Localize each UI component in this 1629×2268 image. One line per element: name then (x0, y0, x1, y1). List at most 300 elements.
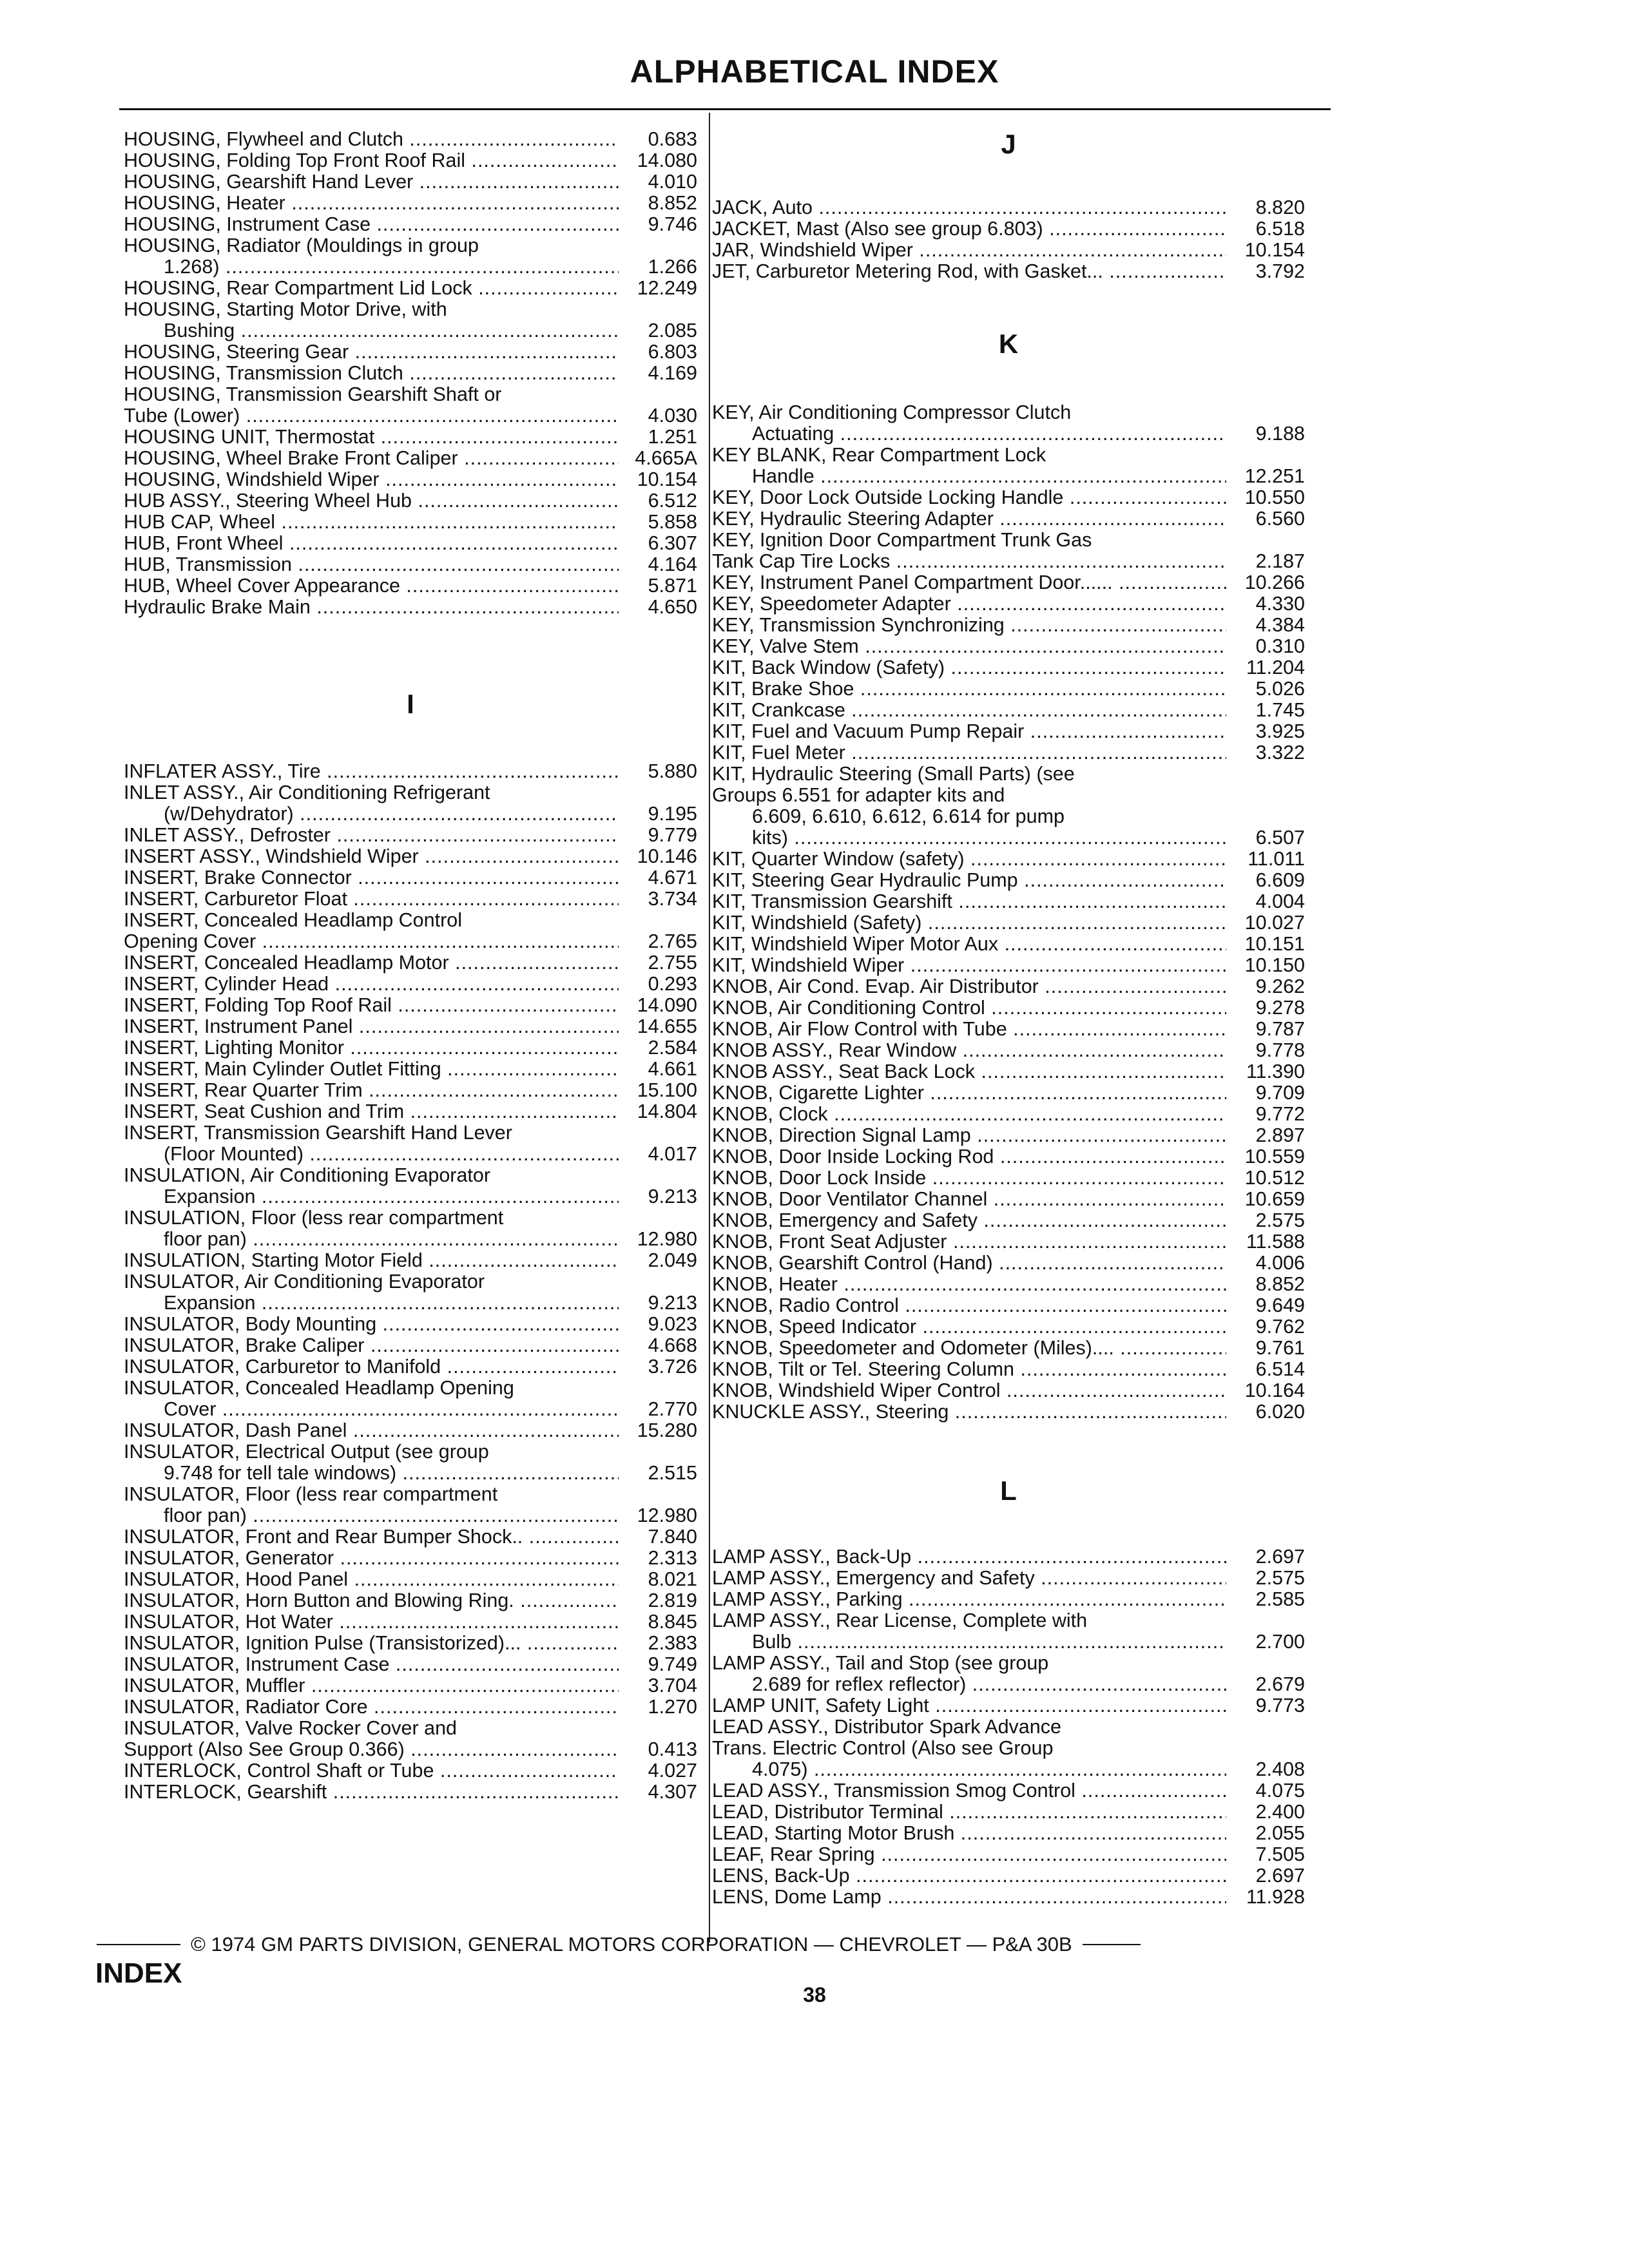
entry-group-number: 8.820 (1255, 197, 1305, 218)
footer-rule-right (1083, 1944, 1141, 1945)
entry-text: INSERT, Concealed Headlamp Motor ..... (124, 952, 619, 974)
entry-text: INSERT, Instrument Panel ..... (124, 1016, 619, 1037)
entry-group-number: 10.154 (637, 468, 697, 490)
entry-group-number: 2.584 (648, 1037, 697, 1059)
index-entry (712, 1168, 1305, 1189)
entry-text: HOUSING, Radiator (Mouldings in group (124, 235, 479, 256)
entry-group-number: 2.697 (1255, 1865, 1305, 1887)
index-entry (124, 761, 697, 782)
entry-text: KNOB, Door Lock Inside ..... (712, 1168, 1226, 1189)
entry-group-number: 2.187 (1255, 550, 1305, 572)
index-entry (712, 1568, 1305, 1589)
entry-text: HOUSING, Transmission Clutch ..... (124, 363, 619, 384)
entry-text: KNOB, Windshield Wiper Control ..... (712, 1380, 1226, 1401)
index-entry (712, 1546, 1305, 1568)
index-entry (712, 1146, 1305, 1168)
entry-group-number: 10.154 (1244, 239, 1305, 261)
entry-group-number: 10.559 (1244, 1146, 1305, 1168)
entry-group-number: 5.026 (1255, 678, 1305, 700)
entry-group-number: 10.164 (1244, 1379, 1305, 1401)
index-entry (124, 1782, 697, 1803)
list-h (124, 129, 697, 618)
index-entry (712, 1125, 1305, 1146)
entry-text: KIT, Windshield Wiper Motor Aux ..... (712, 934, 1226, 955)
entry-text: HOUSING, Transmission Gearshift Shaft or (124, 384, 502, 405)
section-letter-i: I (407, 689, 414, 719)
index-entry (712, 593, 1305, 615)
entry-group-number: 0.310 (1255, 635, 1305, 657)
index-entry (124, 490, 697, 512)
index-entry (124, 129, 697, 150)
index-entry (712, 891, 1305, 912)
index-entry (124, 341, 697, 363)
entry-text: KIT, Back Window (Safety) ..... (712, 657, 1226, 678)
index-entry (712, 466, 1305, 487)
entry-text: INSULATION, Starting Motor Field ..... (124, 1250, 619, 1271)
entry-text: KNUCKLE ASSY., Steering ..... (712, 1401, 1226, 1423)
entry-text: INSULATOR, Brake Caliper ..... (124, 1335, 619, 1356)
index-entry (124, 448, 697, 469)
entry-text: INSULATOR, Ignition Pulse (Transistorized)... ..... (124, 1633, 619, 1654)
entry-text: KEY, Valve Stem ..... (712, 636, 1226, 657)
index-entry (124, 278, 697, 299)
right-column (712, 129, 1305, 1908)
index-entry (712, 261, 1305, 282)
index-entry (712, 1631, 1305, 1653)
index-entry (124, 1399, 697, 1420)
entry-text: INSULATOR, Horn Button and Blowing Ring. ..... (124, 1590, 619, 1611)
entry-text: HOUSING, Heater ..... (124, 193, 619, 214)
entry-group-number: 11.588 (1246, 1231, 1305, 1253)
entry-group-number: 5.871 (648, 575, 697, 597)
section-letter-k: K (998, 329, 1019, 359)
entry-text: INSULATOR, Muffler ..... (124, 1675, 619, 1696)
entry-group-number: 2.055 (1255, 1822, 1305, 1844)
entry-text: Tube (Lower) ..... (124, 405, 619, 427)
index-entry (124, 575, 697, 597)
index-entry (124, 1080, 697, 1101)
index-entry (124, 1356, 697, 1378)
entry-group-number: 2.400 (1255, 1801, 1305, 1823)
entry-text: INSULATOR, Body Mounting ..... (124, 1314, 619, 1335)
entry-group-number: 1.251 (648, 426, 697, 448)
entry-text: INSULATOR, Hot Water ..... (124, 1611, 619, 1633)
index-entry (712, 1380, 1305, 1401)
index-entry (124, 1144, 697, 1165)
entry-text: LAMP ASSY., Rear License, Complete with (712, 1610, 1088, 1631)
entry-group-number: 3.726 (648, 1356, 697, 1378)
entry-group-number: 1.270 (648, 1696, 697, 1718)
index-entry (712, 1759, 1305, 1780)
index-entry (712, 1674, 1305, 1695)
entry-text: INSERT, Seat Cushion and Trim ..... (124, 1101, 619, 1122)
entry-text: KNOB, Tilt or Tel. Steering Column ..... (712, 1359, 1226, 1380)
index-entry (712, 700, 1305, 721)
entry-text: HUB, Transmission ..... (124, 554, 619, 575)
entry-text: Actuating ..... (752, 423, 1226, 445)
index-entry (712, 1061, 1305, 1082)
entry-text: KIT, Fuel Meter ..... (712, 742, 1226, 764)
entry-text: KIT, Brake Shoe ..... (712, 678, 1226, 700)
index-entry (712, 1716, 1305, 1738)
entry-text: LEAD ASSY., Transmission Smog Control ..... (712, 1780, 1226, 1802)
entry-text: LENS, Dome Lamp ..... (712, 1887, 1226, 1908)
entry-text: HOUSING UNIT, Thermostat ..... (124, 427, 619, 448)
index-entry (124, 1016, 697, 1037)
index-entry (712, 402, 1305, 423)
entry-group-number: 4.006 (1255, 1252, 1305, 1274)
entry-text: KNOB, Air Flow Control with Tube ..... (712, 1019, 1226, 1040)
index-entry (124, 1037, 697, 1059)
entry-group-number: 6.307 (648, 532, 697, 554)
entry-text: KIT, Crankcase ..... (712, 700, 1226, 721)
index-entry (712, 197, 1305, 218)
entry-text: (w/Dehydrator) ..... (164, 803, 619, 825)
index-entry (712, 997, 1305, 1019)
left-column (124, 129, 697, 1803)
entry-group-number: 10.512 (1244, 1167, 1305, 1189)
index-entry (712, 572, 1305, 593)
entry-text: INSULATOR, Air Conditioning Evaporator (124, 1271, 485, 1293)
entry-group-number: 9.773 (1255, 1695, 1305, 1716)
index-entry (124, 1122, 697, 1144)
index-entry (712, 870, 1305, 891)
entry-text: LAMP UNIT, Safety Light ..... (712, 1695, 1226, 1716)
entry-group-number: 9.762 (1255, 1316, 1305, 1338)
entry-group-number: 6.518 (1255, 218, 1305, 240)
entry-group-number: 7.840 (648, 1526, 697, 1548)
index-entry (712, 1401, 1305, 1423)
entry-group-number: 2.585 (1255, 1588, 1305, 1610)
entry-text: LAMP ASSY., Tail and Stop (see group (712, 1653, 1049, 1674)
entry-group-number: 6.507 (1255, 827, 1305, 849)
index-entry (712, 1780, 1305, 1802)
index-entry (124, 952, 697, 974)
entry-group-number: 4.661 (648, 1058, 697, 1080)
index-entry (712, 764, 1305, 785)
entry-group-number: 4.027 (648, 1760, 697, 1782)
entry-text: Bushing ..... (164, 320, 619, 341)
entry-text: INSERT, Cylinder Head ..... (124, 974, 619, 995)
entry-group-number: 3.704 (648, 1675, 697, 1696)
entry-group-number: 9.749 (648, 1653, 697, 1675)
index-entry (712, 551, 1305, 572)
entry-text: INSULATOR, Instrument Case ..... (124, 1654, 619, 1675)
index-entry (124, 554, 697, 575)
entry-group-number: 2.770 (648, 1398, 697, 1420)
entry-text: KNOB, Radio Control ..... (712, 1295, 1226, 1316)
index-entry (124, 1293, 697, 1314)
entry-text: Groups 6.551 for adapter kits and (712, 785, 1005, 806)
entry-text: HOUSING, Gearshift Hand Lever ..... (124, 171, 619, 193)
entry-group-number: 2.679 (1255, 1673, 1305, 1695)
index-entry (124, 1718, 697, 1739)
index-entry (124, 889, 697, 910)
index-entry (712, 1040, 1305, 1061)
entry-group-number: 10.550 (1244, 486, 1305, 508)
entry-text: HUB ASSY., Steering Wheel Hub ..... (124, 490, 619, 512)
entry-group-number: 1.745 (1255, 699, 1305, 721)
index-entry (124, 1654, 697, 1675)
index-entry (124, 1441, 697, 1463)
entry-group-number: 9.649 (1255, 1294, 1305, 1316)
index-entry (124, 995, 697, 1016)
entry-text: HUB CAP, Wheel ..... (124, 512, 619, 533)
index-entry (124, 867, 697, 889)
entry-group-number: 9.779 (648, 824, 697, 846)
list-k (712, 402, 1305, 1423)
index-entry (124, 782, 697, 803)
entry-text: JAR, Windshield Wiper ..... (712, 240, 1226, 261)
index-entry (712, 1653, 1305, 1674)
index-entry (124, 910, 697, 931)
index-entry (124, 171, 697, 193)
section-label: INDEX (95, 1957, 182, 1989)
entry-text: INSULATOR, Hood Panel ..... (124, 1569, 619, 1590)
entry-text: KIT, Transmission Gearshift ..... (712, 891, 1226, 912)
entry-text: KIT, Quarter Window (safety) ..... (712, 849, 1226, 870)
entry-text: INSERT ASSY., Windshield Wiper ..... (124, 846, 619, 867)
entry-text: KNOB, Speed Indicator ..... (712, 1316, 1226, 1338)
entry-text: KEY, Air Conditioning Compressor Clutch (712, 402, 1072, 423)
entry-text: kits) ..... (752, 827, 1226, 849)
index-entry (124, 150, 697, 171)
entry-group-number: 9.023 (648, 1313, 697, 1335)
entry-text: KEY, Transmission Synchronizing ..... (712, 615, 1226, 636)
entry-text: INSULATION, Air Conditioning Evaporator (124, 1165, 491, 1186)
entry-text: HOUSING, Flywheel and Clutch ..... (124, 129, 619, 150)
entry-group-number: 4.017 (648, 1143, 697, 1165)
entry-text: INSULATOR, Carburetor to Manifold ..... (124, 1356, 619, 1378)
entry-group-number: 8.845 (648, 1611, 697, 1633)
entry-group-number: 10.150 (1244, 954, 1305, 976)
entry-group-number: 9.772 (1255, 1103, 1305, 1125)
index-entry (712, 240, 1305, 261)
index-entry (712, 849, 1305, 870)
index-entry (712, 934, 1305, 955)
entry-group-number: 2.575 (1255, 1209, 1305, 1231)
entry-group-number: 4.330 (1255, 593, 1305, 615)
index-entry (124, 256, 697, 278)
index-entry (124, 1186, 697, 1207)
index-entry (124, 1526, 697, 1548)
entry-text: Handle ..... (752, 466, 1226, 487)
entry-group-number: 12.980 (637, 1504, 697, 1526)
index-entry (712, 742, 1305, 764)
entry-text: INTERLOCK, Gearshift ..... (124, 1782, 619, 1803)
index-entry (712, 1019, 1305, 1040)
entry-text: INSULATOR, Generator ..... (124, 1548, 619, 1569)
entry-group-number: 4.668 (648, 1334, 697, 1356)
index-entry (712, 806, 1305, 827)
entry-text: KNOB, Front Seat Adjuster ..... (712, 1231, 1226, 1253)
index-entry (124, 1760, 697, 1782)
entry-text: 4.075) ..... (752, 1759, 1226, 1780)
index-entry (712, 1610, 1305, 1631)
entry-text: floor pan) ..... (164, 1229, 619, 1250)
entry-text: KNOB, Direction Signal Lamp ..... (712, 1125, 1226, 1146)
entry-group-number: 10.266 (1244, 572, 1305, 593)
entry-text: LEAD ASSY., Distributor Spark Advance (712, 1716, 1061, 1738)
entry-group-number: 2.697 (1255, 1546, 1305, 1568)
entry-group-number: 12.249 (637, 277, 697, 299)
list-l (712, 1546, 1305, 1908)
entry-text: INSULATOR, Radiator Core ..... (124, 1696, 619, 1718)
index-entry (712, 445, 1305, 466)
entry-text: INSULATOR, Front and Rear Bumper Shock.. ..... (124, 1526, 619, 1548)
index-entry (124, 1633, 697, 1654)
index-entry (712, 218, 1305, 240)
index-entry (124, 974, 697, 995)
list-j (712, 197, 1305, 282)
entry-group-number: 10.146 (637, 845, 697, 867)
entry-text: KNOB, Heater ..... (712, 1274, 1226, 1295)
entry-group-number: 4.665A (635, 447, 697, 469)
page-title: ALPHABETICAL INDEX (630, 53, 999, 90)
entry-group-number: 14.804 (637, 1100, 697, 1122)
index-entry (124, 1463, 697, 1484)
index-entry (712, 1844, 1305, 1865)
index-entry (712, 636, 1305, 657)
entry-text: HOUSING, Windshield Wiper ..... (124, 469, 619, 490)
entry-text: KEY, Instrument Panel Compartment Door...... ..... (712, 572, 1226, 593)
entry-text: HOUSING, Steering Gear ..... (124, 341, 619, 363)
footer-rule-left (97, 1944, 180, 1945)
index-entry (124, 1484, 697, 1505)
index-entry (124, 1420, 697, 1441)
entry-text: KIT, Windshield (Safety) ..... (712, 912, 1226, 934)
entry-text: KEY BLANK, Rear Compartment Lock (712, 445, 1046, 466)
index-entry (712, 1589, 1305, 1610)
entry-text: Cover ..... (164, 1399, 619, 1420)
entry-group-number: 12.980 (637, 1228, 697, 1250)
index-entry (124, 1335, 697, 1356)
index-entry (712, 530, 1305, 551)
entry-group-number: 9.195 (648, 803, 697, 825)
index-entry (712, 678, 1305, 700)
entry-group-number: 9.746 (648, 213, 697, 235)
entry-group-number: 3.322 (1255, 742, 1305, 764)
index-entry (712, 912, 1305, 934)
entry-text: INSERT, Folding Top Roof Rail ..... (124, 995, 619, 1016)
entry-text: Expansion ..... (164, 1186, 619, 1207)
entry-group-number: 2.819 (648, 1590, 697, 1611)
entry-text: (Floor Mounted) ..... (164, 1144, 619, 1165)
index-entry (124, 1675, 697, 1696)
entry-group-number: 4.075 (1255, 1780, 1305, 1802)
page-number: 38 (803, 1983, 826, 2006)
index-entry (712, 1338, 1305, 1359)
entry-text: KNOB, Cigarette Lighter ..... (712, 1082, 1226, 1104)
index-entry (124, 1505, 697, 1526)
entry-group-number: 3.792 (1255, 260, 1305, 282)
title-rule (119, 108, 1331, 110)
entry-group-number: 2.755 (648, 952, 697, 974)
entry-text: LEAD, Distributor Terminal ..... (712, 1802, 1226, 1823)
entry-text: KNOB, Door Ventilator Channel ..... (712, 1189, 1226, 1210)
entry-text: INTERLOCK, Control Shaft or Tube ..... (124, 1760, 619, 1782)
entry-group-number: 2.049 (648, 1249, 697, 1271)
entry-text: LEAD, Starting Motor Brush ..... (712, 1823, 1226, 1844)
entry-text: JET, Carburetor Metering Rod, with Gasket... ..... (712, 261, 1226, 282)
index-entry (712, 615, 1305, 636)
entry-text: KEY, Ignition Door Compartment Trunk Gas (712, 530, 1092, 551)
index-entry (712, 508, 1305, 530)
entry-group-number: 15.280 (637, 1419, 697, 1441)
index-entry (712, 1887, 1305, 1908)
index-entry (124, 1250, 697, 1271)
entry-text: KNOB, Air Cond. Evap. Air Distributor ..... (712, 976, 1226, 997)
index-entry (712, 1738, 1305, 1759)
index-entry (712, 1695, 1305, 1716)
entry-group-number: 10.151 (1244, 933, 1305, 955)
index-entry (712, 1823, 1305, 1844)
entry-text: KEY, Door Lock Outside Locking Handle ..... (712, 487, 1226, 508)
entry-text: KEY, Speedometer Adapter ..... (712, 593, 1226, 615)
entry-text: 9.748 for tell tale windows) ..... (164, 1463, 619, 1484)
index-entry (124, 1569, 697, 1590)
entry-group-number: 11.390 (1246, 1061, 1305, 1082)
column-divider (709, 113, 710, 1943)
entry-text: KNOB, Door Inside Locking Rod ..... (712, 1146, 1226, 1168)
entry-text: INSERT, Transmission Gearshift Hand Lever (124, 1122, 512, 1144)
index-entry (712, 976, 1305, 997)
entry-text: KNOB ASSY., Seat Back Lock ..... (712, 1061, 1226, 1082)
entry-text: INSULATOR, Dash Panel ..... (124, 1420, 619, 1441)
entry-group-number: 6.560 (1255, 508, 1305, 530)
index-entry (124, 846, 697, 867)
section-letter-l: L (1000, 1475, 1017, 1506)
index-entry (712, 1189, 1305, 1210)
entry-group-number: 2.700 (1255, 1631, 1305, 1653)
entry-group-number: 0.683 (648, 128, 697, 150)
index-entry (124, 825, 697, 846)
entry-group-number: 8.852 (648, 192, 697, 214)
entry-text: floor pan) ..... (164, 1505, 619, 1526)
entry-text: LAMP ASSY., Emergency and Safety ..... (712, 1568, 1226, 1589)
entry-group-number: 0.413 (648, 1738, 697, 1760)
entry-text: INSULATOR, Concealed Headlamp Opening (124, 1378, 514, 1399)
copyright-line: © 1974 GM PARTS DIVISION, GENERAL MOTORS CORPORATION — CHEVROLET — P&A 30B (191, 1933, 1072, 1956)
entry-text: HOUSING, Folding Top Front Roof Rail ..... (124, 150, 619, 171)
entry-group-number: 15.100 (637, 1079, 697, 1101)
entry-text: HOUSING, Instrument Case ..... (124, 214, 619, 235)
entry-group-number: 6.609 (1255, 869, 1305, 891)
index-entry (124, 363, 697, 384)
index-entry (124, 1590, 697, 1611)
index-entry (712, 1295, 1305, 1316)
entry-group-number: 11.204 (1246, 657, 1305, 678)
index-entry (124, 405, 697, 427)
index-entry (712, 1210, 1305, 1231)
entry-text: KIT, Windshield Wiper ..... (712, 955, 1226, 976)
entry-text: 1.268) ..... (164, 256, 619, 278)
entry-text: INLET ASSY., Air Conditioning Refrigerant (124, 782, 490, 803)
index-entry (124, 1229, 697, 1250)
index-entry (124, 320, 697, 341)
index-entry (712, 955, 1305, 976)
index-entry (124, 1059, 697, 1080)
index-entry (124, 533, 697, 554)
index-entry (124, 512, 697, 533)
entry-text: INSERT, Brake Connector ..... (124, 867, 619, 889)
entry-text: HUB, Front Wheel ..... (124, 533, 619, 554)
entry-text: INSERT, Lighting Monitor ..... (124, 1037, 619, 1059)
index-entry (712, 1802, 1305, 1823)
entry-group-number: 3.734 (648, 888, 697, 910)
entry-group-number: 2.383 (648, 1632, 697, 1654)
entry-group-number: 6.512 (648, 490, 697, 512)
